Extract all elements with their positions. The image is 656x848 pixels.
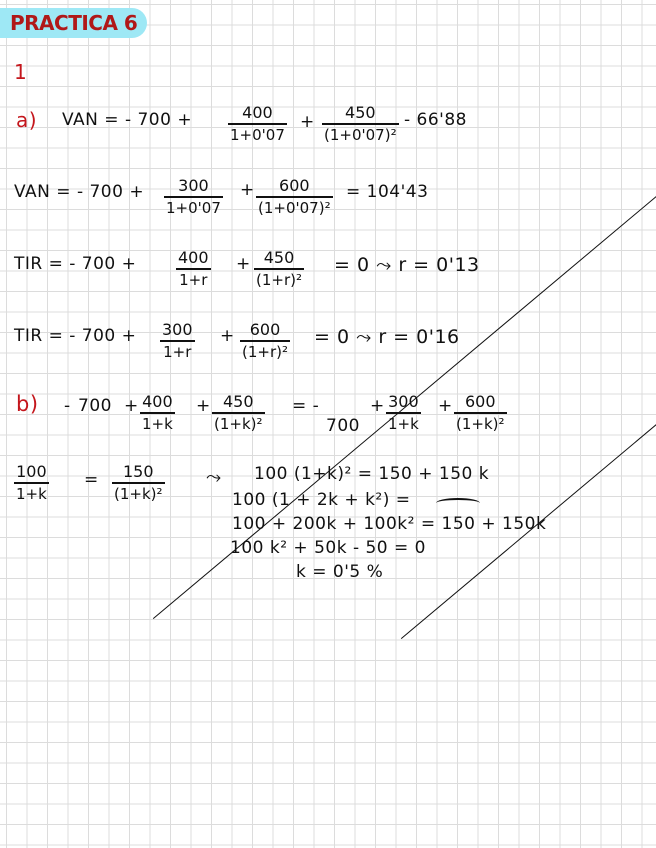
b-step-result: k = 0'5 % [296,562,384,582]
numerator: 300 [162,320,193,339]
van-2-fraction-1 [164,176,223,218]
b-eq-plus-1: + [124,396,139,416]
b-step-1: 100 (1+k)² = 150 + 150 k [254,464,490,484]
b-step-equals: = [84,470,99,490]
tir-2-result: = 0 ⤳ r = 0'16 [314,326,460,348]
denominator: (1+k)² [456,415,505,433]
numerator: 100 [16,462,47,481]
denominator: (1+r)² [256,271,302,289]
b-eq-plus-4: + [438,396,453,416]
van-2-plus: + [240,180,255,200]
numerator: 600 [249,320,281,339]
numerator: 400 [142,392,173,411]
van-2-fraction-2 [256,176,333,218]
numerator: 450 [222,392,254,411]
denominator: 1+r [163,343,192,361]
denominator: 1+r [179,271,208,289]
numerator: 400 [242,103,273,122]
van-2-result: = 104'43 [346,182,429,202]
tir-2-plus: + [220,326,235,346]
b-step-arrow: ⤳ [206,466,222,488]
denominator: 1+k [142,415,173,433]
tir-1-lhs: TIR = - 700 + [14,254,137,274]
numerator: 450 [345,103,376,122]
denominator: 1+k [388,415,419,433]
b-step-3: 100 + 200k + 100k² = 150 + 150k [232,514,547,534]
b-eq-fraction-4 [454,392,507,434]
b-eq-minus: - [64,396,71,416]
page-title: PRACTICA 6 [10,11,138,35]
tir-1-fraction-1 [176,248,211,290]
tir-1-fraction-2 [254,248,304,290]
b-step-fraction-2 [112,462,165,504]
b-eq-plus-2: + [196,396,211,416]
tir-1-result: = 0 ⤳ r = 0'13 [334,254,480,276]
denominator: (1+k)² [214,415,263,433]
van-1-plus: + [300,112,315,132]
denominator: (1+0'07)² [258,199,331,217]
b-step-fraction-1 [14,462,49,504]
tir-1-plus: + [236,254,251,274]
numerator: 150 [122,462,154,481]
numerator: 300 [388,392,419,411]
van-2-lhs: VAN = - 700 + [14,182,145,202]
b-step-2: 100 (1 + 2k + k²) = [232,490,411,510]
b-eq-plus-3: + [370,396,385,416]
numerator: 400 [178,248,209,267]
part-a-label: a) [16,108,38,132]
part-b-label: b) [16,392,39,416]
denominator: 1+k [16,485,47,503]
van-1-fraction-1 [228,103,287,145]
numerator: 300 [178,176,209,195]
b-eq-fraction-2 [212,392,265,434]
tir-2-fraction-1 [160,320,195,362]
exercise-number: 1 [14,60,28,84]
b-eq-struck-700-rhs: 700 [326,416,656,436]
denominator: (1+k)² [114,485,163,503]
denominator: (1+r)² [242,343,288,361]
denominator: (1+0'07)² [324,126,397,144]
b-eq-equals: = - [292,396,320,416]
van-1-fraction-2 [322,103,399,145]
b-eq-fraction-3 [386,392,421,434]
numerator: 600 [464,392,496,411]
title-badge [0,8,147,38]
van-1-result: - 66'88 [404,110,467,130]
tir-2-lhs: TIR = - 700 + [14,326,137,346]
squiggle-mark [436,498,480,508]
b-step-4: 100 k² + 50k - 50 = 0 [230,538,426,558]
b-eq-fraction-1 [140,392,175,434]
numerator: 450 [263,248,295,267]
numerator: 600 [279,176,310,195]
b-eq-struck-700: 700 [78,396,656,416]
van-1-lhs: VAN = - 700 + [62,110,193,130]
tir-2-fraction-2 [240,320,290,362]
denominator: 1+0'07 [230,126,285,144]
denominator: 1+0'07 [166,199,221,217]
